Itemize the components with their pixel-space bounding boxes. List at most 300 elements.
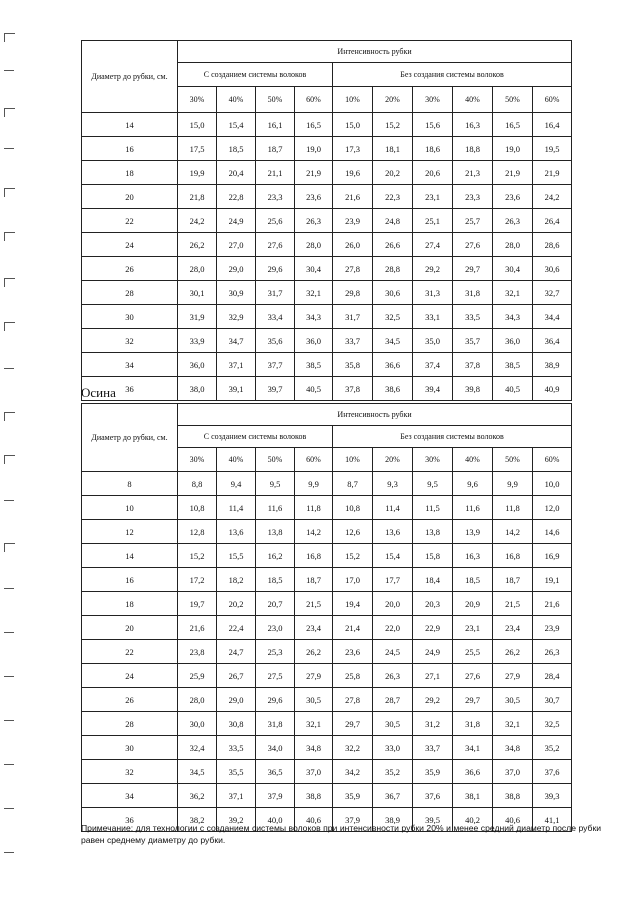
value-cell: 28,4 [533, 664, 572, 688]
without-system-header: Без создания системы волоков [333, 63, 572, 87]
value-cell: 36,6 [373, 353, 413, 377]
table-1-body [82, 113, 572, 401]
value-cell: 36,4 [533, 329, 572, 353]
value-cell: 26,4 [533, 209, 572, 233]
margin-mark [4, 808, 14, 809]
margin-mark [4, 720, 14, 721]
value-cell: 31,7 [256, 281, 295, 305]
value-cell: 30,9 [217, 281, 256, 305]
value-cell: 36,2 [178, 784, 217, 808]
value-cell: 9,3 [373, 472, 413, 496]
value-cell: 25,7 [453, 209, 493, 233]
margin-mark [4, 676, 14, 677]
diameter-table-aspen [81, 403, 572, 832]
value-cell: 22,0 [373, 616, 413, 640]
value-cell: 31,2 [413, 712, 453, 736]
value-cell: 12,6 [333, 520, 373, 544]
value-cell: 38,5 [493, 353, 533, 377]
value-cell: 33,7 [413, 736, 453, 760]
value-cell: 28,0 [295, 233, 333, 257]
value-cell: 19,6 [333, 161, 373, 185]
diameter-cell: 28 [82, 281, 178, 305]
value-cell: 40,5 [493, 377, 533, 401]
diameter-cell: 22 [82, 640, 178, 664]
table-row [82, 353, 572, 377]
value-cell: 37,8 [453, 353, 493, 377]
value-cell: 19,7 [178, 592, 217, 616]
diameter-cell: 18 [82, 592, 178, 616]
value-cell: 29,8 [333, 281, 373, 305]
value-cell: 15,2 [178, 544, 217, 568]
value-cell: 17,2 [178, 568, 217, 592]
table-row [82, 377, 572, 401]
intensity-header: Интенсивность рубки [178, 41, 572, 63]
value-cell: 33,1 [413, 305, 453, 329]
table-row [82, 329, 572, 353]
value-cell: 13,8 [413, 520, 453, 544]
diameter-cell: 18 [82, 161, 178, 185]
diameter-cell: 34 [82, 784, 178, 808]
value-cell: 18,5 [217, 137, 256, 161]
value-cell: 27,9 [493, 664, 533, 688]
value-cell: 19,0 [493, 137, 533, 161]
pct-header: 40% [217, 448, 256, 472]
value-cell: 21,9 [295, 161, 333, 185]
value-cell: 28,7 [373, 688, 413, 712]
value-cell: 37,1 [217, 784, 256, 808]
margin-mark [4, 232, 15, 241]
value-cell: 30,6 [533, 257, 572, 281]
value-cell: 36,7 [373, 784, 413, 808]
value-cell: 19,0 [295, 137, 333, 161]
value-cell: 11,4 [217, 496, 256, 520]
value-cell: 24,2 [533, 185, 572, 209]
value-cell: 18,1 [373, 137, 413, 161]
table-row [82, 161, 572, 185]
pct-header: 40% [217, 87, 256, 113]
value-cell: 11,4 [373, 496, 413, 520]
diameter-cell: 36 [82, 377, 178, 401]
value-cell: 19,5 [533, 137, 572, 161]
margin-binding-marks [4, 0, 20, 905]
with-system-header: С созданием системы волоков [178, 63, 333, 87]
value-cell: 27,9 [295, 664, 333, 688]
value-cell: 34,3 [493, 305, 533, 329]
value-cell: 27,6 [453, 664, 493, 688]
value-cell: 16,4 [533, 113, 572, 137]
margin-mark [4, 455, 15, 464]
value-cell: 33,5 [453, 305, 493, 329]
value-cell: 35,7 [453, 329, 493, 353]
value-cell: 26,6 [373, 233, 413, 257]
value-cell: 37,0 [493, 760, 533, 784]
value-cell: 32,1 [295, 712, 333, 736]
value-cell: 21,6 [178, 616, 217, 640]
pct-header: 60% [533, 448, 572, 472]
value-cell: 19,9 [178, 161, 217, 185]
margin-mark [4, 764, 14, 765]
value-cell: 38,9 [533, 353, 572, 377]
value-cell: 23,6 [333, 640, 373, 664]
diameter-cell: 26 [82, 688, 178, 712]
value-cell: 32,1 [493, 281, 533, 305]
value-cell: 39,3 [533, 784, 572, 808]
value-cell: 28,8 [373, 257, 413, 281]
value-cell: 22,9 [413, 616, 453, 640]
value-cell: 38,1 [453, 784, 493, 808]
value-cell: 25,1 [413, 209, 453, 233]
without-system-header: Без создания системы волоков [333, 426, 572, 448]
value-cell: 18,7 [256, 137, 295, 161]
table-row [82, 544, 572, 568]
value-cell: 31,9 [178, 305, 217, 329]
value-cell: 23,9 [333, 209, 373, 233]
value-cell: 10,8 [333, 496, 373, 520]
value-cell: 23,3 [453, 185, 493, 209]
margin-mark [4, 852, 14, 853]
value-cell: 29,0 [217, 688, 256, 712]
value-cell: 40,6 [493, 808, 533, 832]
pct-header: 60% [533, 87, 572, 113]
value-cell: 29,6 [256, 688, 295, 712]
value-cell: 34,8 [295, 736, 333, 760]
value-cell: 35,0 [413, 329, 453, 353]
diameter-cell: 16 [82, 568, 178, 592]
value-cell: 36,0 [178, 353, 217, 377]
pct-header: 50% [493, 448, 533, 472]
table-row [82, 688, 572, 712]
value-cell: 37,0 [295, 760, 333, 784]
value-cell: 22,4 [217, 616, 256, 640]
value-cell: 30,7 [533, 688, 572, 712]
value-cell: 24,7 [217, 640, 256, 664]
margin-mark [4, 588, 14, 589]
value-cell: 16,3 [453, 544, 493, 568]
value-cell: 22,8 [217, 185, 256, 209]
pct-header: 10% [333, 87, 373, 113]
value-cell: 19,1 [533, 568, 572, 592]
value-cell: 18,6 [413, 137, 453, 161]
value-cell: 40,6 [295, 808, 333, 832]
value-cell: 16,2 [256, 544, 295, 568]
value-cell: 34,2 [333, 760, 373, 784]
value-cell: 35,8 [333, 353, 373, 377]
pct-header: 40% [453, 87, 493, 113]
value-cell: 27,1 [413, 664, 453, 688]
pct-header: 20% [373, 448, 413, 472]
diameter-cell: 10 [82, 496, 178, 520]
value-cell: 39,1 [217, 377, 256, 401]
value-cell: 16,9 [533, 544, 572, 568]
pct-header: 30% [413, 87, 453, 113]
table-row [82, 664, 572, 688]
value-cell: 32,1 [295, 281, 333, 305]
value-cell: 29,6 [256, 257, 295, 281]
value-cell: 36,0 [295, 329, 333, 353]
value-cell: 30,6 [373, 281, 413, 305]
value-cell: 24,8 [373, 209, 413, 233]
value-cell: 8,7 [333, 472, 373, 496]
diameter-cell: 30 [82, 736, 178, 760]
value-cell: 17,7 [373, 568, 413, 592]
value-cell: 15,4 [373, 544, 413, 568]
value-cell: 34,7 [217, 329, 256, 353]
diameter-cell: 22 [82, 209, 178, 233]
value-cell: 31,8 [256, 712, 295, 736]
margin-mark [4, 108, 15, 117]
value-cell: 37,9 [333, 808, 373, 832]
table-row [82, 712, 572, 736]
value-cell: 15,0 [333, 113, 373, 137]
value-cell: 20,9 [453, 592, 493, 616]
value-cell: 23,1 [453, 616, 493, 640]
diameter-cell: 14 [82, 113, 178, 137]
value-cell: 20,6 [413, 161, 453, 185]
value-cell: 35,6 [256, 329, 295, 353]
pct-header: 50% [493, 87, 533, 113]
value-cell: 28,6 [533, 233, 572, 257]
margin-mark [4, 412, 15, 421]
value-cell: 36,6 [453, 760, 493, 784]
value-cell: 26,3 [533, 640, 572, 664]
value-cell: 16,8 [493, 544, 533, 568]
diameter-cell: 12 [82, 520, 178, 544]
value-cell: 36,0 [493, 329, 533, 353]
value-cell: 33,5 [217, 736, 256, 760]
value-cell: 30,0 [178, 712, 217, 736]
diameter-cell: 32 [82, 760, 178, 784]
value-cell: 10,0 [533, 472, 572, 496]
value-cell: 31,7 [333, 305, 373, 329]
value-cell: 23,6 [295, 185, 333, 209]
value-cell: 37,4 [413, 353, 453, 377]
pct-header: 30% [413, 448, 453, 472]
value-cell: 30,4 [295, 257, 333, 281]
value-cell: 21,6 [333, 185, 373, 209]
value-cell: 34,5 [178, 760, 217, 784]
value-cell: 15,2 [373, 113, 413, 137]
table-row [82, 592, 572, 616]
value-cell: 26,0 [333, 233, 373, 257]
table-row [82, 616, 572, 640]
value-cell: 9,6 [453, 472, 493, 496]
value-cell: 21,4 [333, 616, 373, 640]
value-cell: 22,3 [373, 185, 413, 209]
margin-mark [4, 188, 15, 197]
value-cell: 25,5 [453, 640, 493, 664]
value-cell: 35,9 [413, 760, 453, 784]
value-cell: 23,1 [413, 185, 453, 209]
value-cell: 14,6 [533, 520, 572, 544]
value-cell: 40,0 [256, 808, 295, 832]
value-cell: 9,4 [217, 472, 256, 496]
value-cell: 21,5 [493, 592, 533, 616]
diameter-cell: 20 [82, 616, 178, 640]
value-cell: 26,2 [178, 233, 217, 257]
value-cell: 39,2 [217, 808, 256, 832]
pct-header: 20% [373, 87, 413, 113]
value-cell: 30,5 [493, 688, 533, 712]
table-row [82, 233, 572, 257]
diameter-cell: 30 [82, 305, 178, 329]
value-cell: 9,5 [256, 472, 295, 496]
value-cell: 24,2 [178, 209, 217, 233]
value-cell: 16,8 [295, 544, 333, 568]
value-cell: 21,6 [533, 592, 572, 616]
value-cell: 31,8 [453, 712, 493, 736]
diameter-table-1 [81, 40, 572, 401]
value-cell: 27,0 [217, 233, 256, 257]
value-cell: 23,6 [493, 185, 533, 209]
value-cell: 29,2 [413, 257, 453, 281]
margin-mark [4, 632, 14, 633]
diameter-cell: 16 [82, 137, 178, 161]
value-cell: 38,5 [295, 353, 333, 377]
value-cell: 25,9 [178, 664, 217, 688]
diameter-cell: 24 [82, 233, 178, 257]
margin-mark [4, 70, 14, 71]
value-cell: 39,7 [256, 377, 295, 401]
table-row [82, 185, 572, 209]
value-cell: 24,9 [413, 640, 453, 664]
value-cell: 9,9 [493, 472, 533, 496]
value-cell: 12,8 [178, 520, 217, 544]
diameter-header: Диаметр до рубки, см. [82, 41, 178, 113]
value-cell: 34,5 [373, 329, 413, 353]
value-cell: 16,1 [256, 113, 295, 137]
value-cell: 31,3 [413, 281, 453, 305]
value-cell: 27,8 [333, 688, 373, 712]
diameter-cell: 34 [82, 353, 178, 377]
table-row [82, 640, 572, 664]
value-cell: 21,9 [533, 161, 572, 185]
value-cell: 15,4 [217, 113, 256, 137]
value-cell: 18,2 [217, 568, 256, 592]
intensity-header: Интенсивность рубки [178, 404, 572, 426]
value-cell: 14,2 [493, 520, 533, 544]
value-cell: 33,4 [256, 305, 295, 329]
value-cell: 18,5 [453, 568, 493, 592]
margin-mark [4, 278, 15, 287]
value-cell: 33,9 [178, 329, 217, 353]
diameter-cell: 32 [82, 329, 178, 353]
value-cell: 36,5 [256, 760, 295, 784]
value-cell: 26,2 [493, 640, 533, 664]
value-cell: 23,3 [256, 185, 295, 209]
value-cell: 27,4 [413, 233, 453, 257]
value-cell: 29,7 [453, 688, 493, 712]
value-cell: 37,6 [533, 760, 572, 784]
value-cell: 26,2 [295, 640, 333, 664]
value-cell: 15,8 [413, 544, 453, 568]
value-cell: 10,8 [178, 496, 217, 520]
value-cell: 30,5 [373, 712, 413, 736]
value-cell: 39,5 [413, 808, 453, 832]
value-cell: 18,7 [295, 568, 333, 592]
diameter-cell: 14 [82, 544, 178, 568]
value-cell: 21,8 [178, 185, 217, 209]
value-cell: 13,8 [256, 520, 295, 544]
value-cell: 30,1 [178, 281, 217, 305]
section-title-aspen: Осина [81, 385, 116, 400]
value-cell: 17,3 [333, 137, 373, 161]
value-cell: 20,2 [217, 592, 256, 616]
value-cell: 17,0 [333, 568, 373, 592]
table-row [82, 209, 572, 233]
value-cell: 13,6 [373, 520, 413, 544]
value-cell: 19,4 [333, 592, 373, 616]
value-cell: 26,3 [493, 209, 533, 233]
value-cell: 25,3 [256, 640, 295, 664]
value-cell: 15,6 [413, 113, 453, 137]
pct-header: 40% [453, 448, 493, 472]
value-cell: 34,3 [295, 305, 333, 329]
table-row [82, 520, 572, 544]
value-cell: 23,8 [178, 640, 217, 664]
value-cell: 32,5 [373, 305, 413, 329]
value-cell: 11,8 [493, 496, 533, 520]
table-row [82, 568, 572, 592]
value-cell: 21,1 [256, 161, 295, 185]
diameter-cell: 24 [82, 664, 178, 688]
value-cell: 38,8 [295, 784, 333, 808]
value-cell: 26,7 [217, 664, 256, 688]
value-cell: 21,5 [295, 592, 333, 616]
table-row [82, 113, 572, 137]
value-cell: 31,8 [453, 281, 493, 305]
value-cell: 26,3 [295, 209, 333, 233]
value-cell: 37,9 [256, 784, 295, 808]
value-cell: 34,8 [493, 736, 533, 760]
value-cell: 28,0 [178, 257, 217, 281]
pct-header: 30% [178, 87, 217, 113]
value-cell: 21,3 [453, 161, 493, 185]
value-cell: 39,4 [413, 377, 453, 401]
value-cell: 18,4 [413, 568, 453, 592]
value-cell: 29,7 [453, 257, 493, 281]
diameter-cell: 26 [82, 257, 178, 281]
value-cell: 14,2 [295, 520, 333, 544]
table-row [82, 472, 572, 496]
value-cell: 28,0 [178, 688, 217, 712]
value-cell: 23,4 [493, 616, 533, 640]
value-cell: 35,5 [217, 760, 256, 784]
value-cell: 38,9 [373, 808, 413, 832]
pct-header: 60% [295, 87, 333, 113]
value-cell: 18,7 [493, 568, 533, 592]
value-cell: 16,5 [295, 113, 333, 137]
value-cell: 27,6 [453, 233, 493, 257]
value-cell: 24,9 [217, 209, 256, 233]
margin-mark [4, 368, 14, 369]
value-cell: 23,4 [295, 616, 333, 640]
margin-mark [4, 33, 15, 42]
value-cell: 20,7 [256, 592, 295, 616]
value-cell: 20,4 [217, 161, 256, 185]
value-cell: 32,9 [217, 305, 256, 329]
pct-header: 60% [295, 448, 333, 472]
value-cell: 30,4 [493, 257, 533, 281]
diameter-cell: 36 [82, 808, 178, 832]
value-cell: 38,0 [178, 377, 217, 401]
diameter-cell: 28 [82, 712, 178, 736]
value-cell: 26,3 [373, 664, 413, 688]
value-cell: 29,0 [217, 257, 256, 281]
value-cell: 29,2 [413, 688, 453, 712]
value-cell: 9,5 [413, 472, 453, 496]
value-cell: 40,9 [533, 377, 572, 401]
value-cell: 23,9 [533, 616, 572, 640]
